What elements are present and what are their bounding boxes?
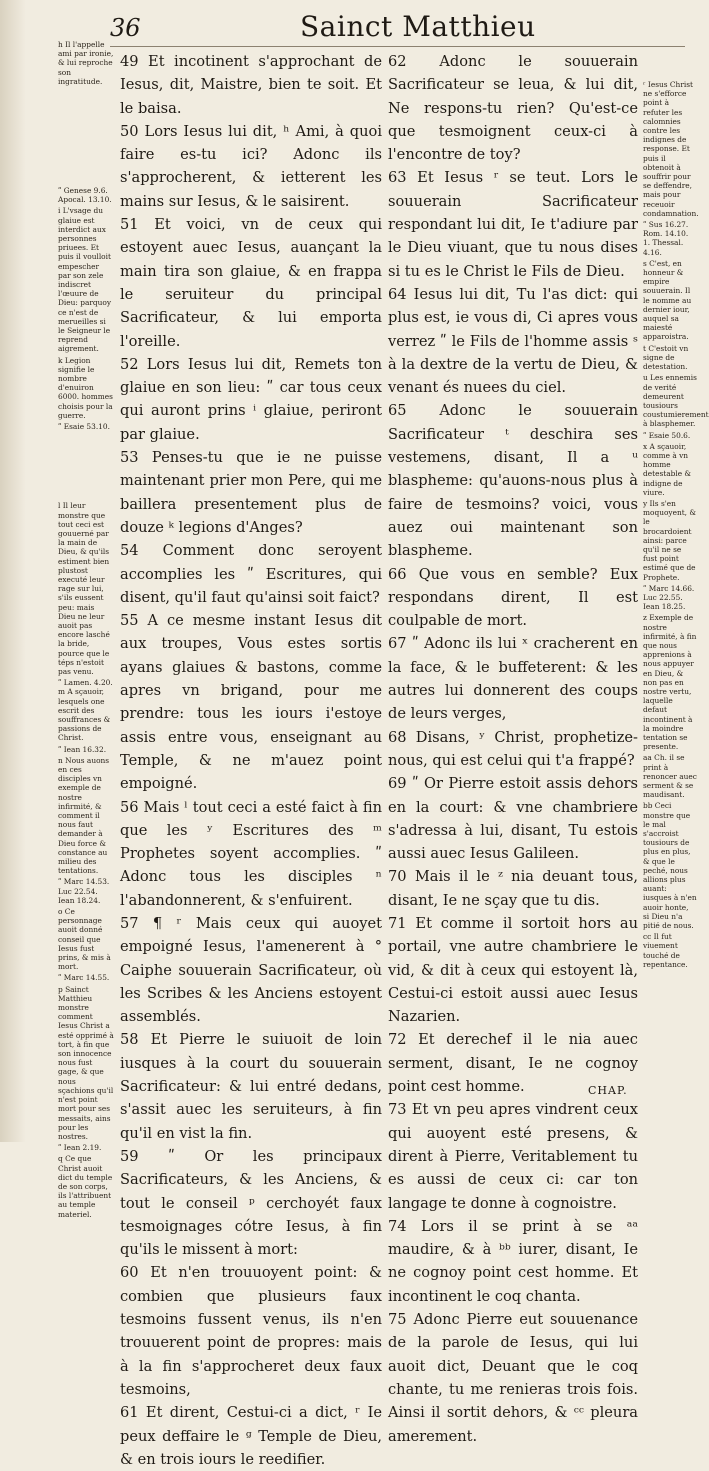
verse: 55 A ce mesme instant Iesus dit aux troupes, Vous estes sortis ayans glaiues & bastons, comme apres vn brigand, pour me prendre: tous les iours i'estoye assis entre vous, enseignant au Temple, & ne m'auez point empoigné.: [120, 612, 382, 793]
margin-note: y Ils s'en moquoyent, & le brocardoient ainsi: parce qu'il ne se fust point estimé que de Prophete.: [643, 498, 696, 582]
margin-note: i L'vsage du glaiue est interdict aux personnes priuees. Et puis il voulloit empescher par son zele indiscret l'œuure de Dieu: parquoy ce n'est de merueilles si le Seigneur le reprend aigrement.: [58, 206, 112, 354]
margin-note: u Les ennemis de verité demeurent tousiours coustumierement à blasphemer.: [643, 373, 709, 429]
verse: 69 ʺ Or Pierre estoit assis dehors en la court: & vne chambriere s'adressa à lui, disant, Tu estois aussi auec Iesus Galileen.: [388, 775, 638, 863]
page-number: 36: [110, 14, 141, 42]
margin-note: n Nous auons en ces disciples vn exemple de nostre infirmité, & comment il nous faut demander à Dieu force & constance au milieu des tentations.: [58, 755, 110, 876]
margin-note: ʺ Marc 14.66. Luc 22.55. Iean 18.25.: [643, 583, 695, 612]
margin-note: k Legion signifie le nombre d'enuiron 6000. hommes choisis pour la guerre.: [58, 355, 113, 420]
margin-note: o Ce personnage auoit donné conseil que Iesus fust prins, & mis à mort.: [58, 907, 111, 972]
verse: 53 Penses-tu que ie ne puisse maintenant prier mon Pere, qui me baillera presentement plus de douze ᵏ legions d'Anges?: [120, 449, 382, 536]
right-margin-notes: [643, 0, 709, 971]
margin-note: h Il l'appelle ami par ironie, & lui reproche son ingratitude.: [58, 40, 114, 86]
header-rule: [110, 46, 685, 47]
verse: 67 ʺ Adonc ils lui ˣ cracherent en la face, & le buffeterent: & les autres lui donnerent des coups de leurs verges,: [388, 635, 638, 723]
margin-note: s C'est, en honneur & empire souuerain. Il le nomme au dernier iour, auquel sa maiesté apparoistra.: [643, 258, 692, 342]
verse: 65 Adonc le souuerain Sacrificateur ᵗ deschira ses vestemens, disant, Il a ᵘ blaspheme: qu'auons-nous plus à faire de tesmoins? voici, vous auez oui maintenant son blaspheme.: [388, 402, 638, 560]
catchword: CHAP.: [588, 1084, 628, 1097]
gutter-shadow: [0, 0, 26, 1142]
verse: 64 Iesus lui dit, Tu l'as dict: qui plus est, ie vous di, Ci apres vous verrez ʺ le Fils de l'homme assis ˢ à la dextre de la vertu de Dieu, & venant és nuees du ciel.: [388, 285, 638, 397]
margin-note: ʺ Genese 9.6. Apocal. 13.10.: [58, 186, 112, 205]
margin-note: ʺ Marc 14.53. Luc 22.54. Iean 18.24.: [58, 877, 110, 905]
left-margin-notes: [58, 0, 114, 1221]
margin-note: p Sainct Matthieu monstre comment Iesus Christ a esté opprimé à tort, à fin que son innocence nous fust gage, & que nous sçachions qu'il n'est point mort pour ses messaits, ains pour les nostres.: [58, 984, 114, 1141]
verse: 60 Et n'en trouuoyent point: & combien que plusieurs faux tesmoins fussent venus, ils n'en trouuerent point de propres: mais à la fin s'approcheret deux faux tesmoins,: [120, 1264, 382, 1398]
margin-note: l Il leur monstre que tout ceci est gouuerné par la main de Dieu, & qu'ils estiment bien plustost executé leur rage sur lui, s'ils eussent peu: mais Dieu ne leur auoit pas encore lasché la bride, pource que le téps n'estoit pas venu.: [58, 501, 110, 676]
left-text-column: [120, 50, 382, 1471]
verse: 54 Comment donc seroyent accomplies les ʺ Escritures, qui disent, qu'il faut qu'ainsi soit faict?: [120, 542, 382, 606]
margin-note: ʺ Sus 16.27. Rom. 14.10. 1. Thessal. 4.16.: [643, 220, 689, 257]
margin-note: q Ce que Christ auoit dict du temple de son corps, ils l'attribuent au temple materiel.: [58, 1154, 113, 1219]
margin-note: bb Ceci monstre que le mal s'accroist tousiours de plus en plus, & que le peché, nous allions plus auant: iusques à n'en auoir honte, si Dieu n'a pitié de nous.: [643, 801, 697, 931]
verse: 66 Que vous en semble? Eux respondans dirent, Il est coulpable de mort.: [388, 565, 638, 630]
verse: 75 Adonc Pierre eut souuenance de la parole de Iesus, qui lui auoit dict, Deuant que le coq chante, tu me renieras trois fois. Ainsi il sortit dehors, & ᶜᶜ pleura amerement.: [388, 1311, 638, 1445]
margin-note: ʺ Marc 14.55.: [58, 973, 110, 983]
margin-note: ʺ Iean 2.19.: [58, 1143, 102, 1153]
verse: 57 ¶ ʳ Mais ceux qui auoyet empoigné Iesus, l'amenerent à ° Caiphe souuerain Sacrificateur, où les Scribes & les Anciens estoyent assemblés.: [120, 914, 382, 1026]
verse: 56 Mais ˡ tout ceci a esté faict à fin que les ʸ Escritures des ᵐ Prophetes soyent accomplies. ʺ Adonc tous les disciples ⁿ l'abandonnerent, & s'enfuirent.: [120, 798, 382, 909]
margin-note: ʺ Esaie 53.10.: [58, 422, 110, 432]
margin-note: x A sçauoir, comme à vn homme detestable & indigne de viure.: [643, 441, 692, 497]
verse: 61 Et dirent, Cestui-ci a dict, ʳ Ie peux deffaire le ᵍ Temple de Dieu, & en trois iours le reedifier.: [120, 1404, 382, 1468]
margin-note: ʺ Iean 16.32.: [58, 744, 107, 754]
verse: 52 Lors Iesus lui dit, Remets ton glaiue en son lieu: ʺ car tous ceux qui auront prins ⁱ glaiue, periront par glaiue.: [120, 355, 382, 443]
verse: 72 Et derechef il le nia auec serment, disant, Ie ne cognoy point cest homme.: [388, 1031, 638, 1096]
verse: 51 Et voici, vn de ceux qui estoyent auec Iesus, auançant la main tira son glaiue, & en frappa le seruiteur du principal Sacrificateur, & lui emporta l'oreille.: [120, 216, 382, 350]
running-title: Sainct Matthieu: [300, 10, 536, 43]
verse: 73 Et vn peu apres vindrent ceux qui auoyent esté presens, & dirent à Pierre, Veritablement tu es aussi de ceux ci: car ton langage te donne à cognoistre.: [388, 1101, 638, 1212]
verse: 59 ʺ Or les principaux Sacrificateurs, & les Anciens, & tout le conseil ᵖ cerchoyét faux tesmoignages cótre Iesus, à fin qu'ils le missent à mort:: [120, 1147, 382, 1259]
margin-note: t C'estoit vn signe de detestation.: [643, 343, 689, 372]
verse: 74 Lors il se print à se ᵃᵃ maudire, & à ᵇᵇ iurer, disant, Ie ne cognoy point cest homme. Et incontinent le coq chanta.: [388, 1217, 638, 1305]
verse: 68 Disans, ʸ Christ, prophetize-nous, qui est celui qui t'a frappé?: [388, 728, 638, 769]
margin-note: z Exemple de nostre infirmité, à fin que nous apprenions à nous appuyer en Dieu, & non pas en nostre vertu, laquelle defaut incontinent à la moindre tentation se presente.: [643, 613, 697, 752]
margin-note: cc Il fut viuement touché de repentance.: [643, 932, 688, 969]
verse: 58 Et Pierre le suiuoit de loin iusques à la court du souuerain Sacrificateur: & lui entré dedans, s'assit auec les seruiteurs, à fin qu'il en vist la fin.: [120, 1031, 382, 1142]
margin-note: ʳ Iesus Christ ne s'efforce point à refuter les calomnies contre les indignes de response. Et puis il obtenoit à souffrir pour se deffendre, mais pour receuoir condamnation.: [643, 80, 699, 218]
right-text-column: [388, 50, 638, 1448]
margin-note: ʺ Lamen. 4.20. m A sçauoir, lesquels one escrit des souffrances & passions de Christ.: [58, 678, 113, 743]
verse: 62 Adonc le souuerain Sacrificateur se leua, & lui dit, Ne respons-tu rien? Qu'est-ce que tesmoignent ceux-ci à l'encontre de toy?: [388, 53, 638, 164]
verse: 49 Et incotinent s'approchant de Iesus, dit, Maistre, bien te soit. Et le baisa.: [120, 53, 382, 117]
verse: 71 Et comme il sortoit hors au portail, vne autre chambriere le vid, & dit à ceux qui estoyent là, Cestui-ci estoit aussi auec Iesus Nazarien.: [388, 914, 638, 1026]
verse: 70 Mais il le ᶻ nia deuant tous, disant, Ie ne sçay que tu dis.: [388, 868, 638, 909]
margin-note: ʺ Esaie 50.6.: [643, 430, 691, 440]
verse: 50 Lors Iesus lui dit, ʰ Ami, à quoi faire es-tu ici? Adonc ils s'approcherent, & ietterent les mains sur Iesus, & le saisirent.: [120, 122, 382, 210]
margin-note: aa Ch. il se print à renoncer auec serment & se maudisant.: [643, 753, 697, 800]
verse: 63 Et Iesus ʳ se teut. Lors le souuerain Sacrificateur respondant lui dit, Ie t'adiure par le Dieu viuant, que tu nous dises si tu es le Christ le Fils de Dieu.: [388, 169, 638, 280]
